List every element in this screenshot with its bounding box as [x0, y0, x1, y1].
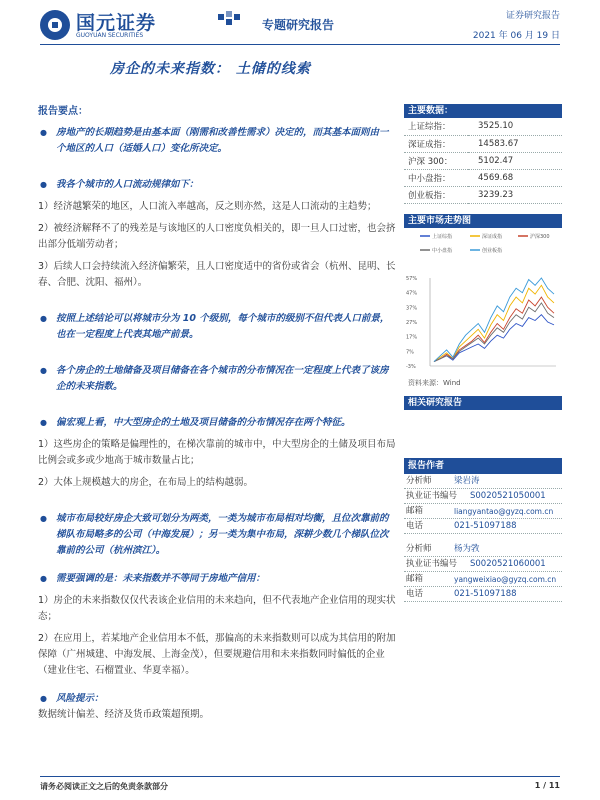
summary-paragraph: 数据统计偏差、经济及货币政策超预期。: [38, 709, 210, 720]
report-type: 专题研究报告: [262, 18, 335, 32]
market-trend-chart: [404, 228, 562, 376]
legend-label: 沪深300: [530, 233, 550, 240]
table-row: 上证综指： 3525.10: [404, 118, 562, 135]
analyst-row: 分析师 杨为敩: [404, 542, 562, 557]
analyst-block: [404, 458, 562, 602]
series-line: [434, 297, 554, 362]
analyst-row: 执业证书编号 S0020521060001: [404, 557, 562, 572]
summary-point: ● 房地产的长期趋势是由基本面（刚需和改善性需求）决定的，而其基本面则由一个地区的人口（适婚人口）变化所决定。: [38, 125, 396, 157]
report-date: 2021 年 06 月 19 日: [472, 31, 560, 41]
y-tick-label: 47%: [406, 290, 418, 297]
series-line: [434, 285, 554, 361]
report-title: 房企的未来指数： 土储的线索: [110, 61, 311, 77]
legend-label: 深证成指: [482, 233, 503, 240]
analyst-row: 执业证书编号 S0020521050001: [404, 489, 562, 504]
summary-heading: 报告要点：: [38, 106, 88, 117]
summary-paragraph: 3）后续人口会持续流入经济偏繁荣，且人口密度适中的省份或省会（杭州、昆明、长春、合肥、沈阳、福州）。: [38, 261, 396, 288]
report-summary: [38, 102, 396, 723]
summary-paragraph: 1）经济越繁荣的地区，人口流入率越高，反之则亦然，这是人口流动的主趋势；: [38, 201, 377, 212]
analyst-row: 邮箱 liangyantao@gyzq.com.cn: [404, 504, 562, 519]
summary-point: ● 风险提示：: [38, 691, 396, 707]
securities-report-label: 证券研究报告: [505, 11, 560, 21]
summary-paragraph: 1）房企的未来指数仅仅代表该企业信用的未来趋向，但不代表地产企业信用的现实状态；: [38, 595, 396, 622]
header-divider: [40, 44, 560, 45]
chart-source: 资料来源：Wind: [408, 378, 461, 387]
analyst-row: 电话 021-51097188: [404, 587, 562, 602]
analyst-email-link[interactable]: yangweixiao@gyzq.com.cn: [454, 574, 557, 584]
logo-squares-icon: [218, 14, 240, 30]
summary-paragraph: 2）大体上规模越大的房企，在布局上的结构越弱。: [38, 477, 254, 488]
related-reports-heading: 相关研究报告: [404, 396, 562, 410]
y-tick-label: 57%: [406, 275, 418, 282]
summary-paragraph: 1）这些房企的策略是偏理性的，在梯次靠前的城市中，中大型房企的土储及项目布局比例会或多或少地高于城市数量占比；: [38, 439, 396, 466]
summary-point: ● 偏宏观上看，中大型房企的土地及项目储备的分布情况存在两个特征。: [38, 415, 396, 431]
analyst-row: 邮箱 yangweixiao@gyzq.com.cn: [404, 572, 562, 587]
table-row: 中小盘指： 4569.68: [404, 169, 562, 186]
logo-name-en: GUOYUAN SECURITIES: [76, 32, 144, 39]
logo-mark-icon: [40, 10, 70, 40]
summary-paragraph: 2）被经济解释不了的残差是与该地区的人口密度负相关的，即一旦人口过密，也会挤出部分低端劳动者；: [38, 223, 396, 250]
footer-disclaimer: 请务必阅读正文之后的免责条款部分: [40, 782, 168, 791]
summary-point: ● 各个房企的土地储备及项目储备在各个城市的分布情况在一定程度上代表了该房企的未来指数。: [38, 363, 396, 395]
market-chart-heading: 主要市场走势图: [404, 214, 562, 228]
analyst-heading: 报告作者: [404, 458, 562, 474]
logo-name-cn: 国元证券: [76, 12, 157, 34]
summary-point: ● 按照上述结论可以将城市分为 10 个级别，每个城市的级别不但代表人口前景，也在一定程度上代表其地产前景。: [38, 311, 396, 343]
table-row: 创业板指： 3239.23: [404, 186, 562, 203]
summary-paragraph: 2）在应用上，若某地产企业信用本不低，那偏高的未来指数则可以成为其信用的附加保障（广州城建、中海发展、上海金茂），但要规避信用和未来指数同时偏低的企业（建业住宅、石榴置业、华夏幸福）。: [38, 633, 396, 676]
y-tick-label: 37%: [406, 304, 418, 311]
analyst-row: 电话 021-51097188: [404, 519, 562, 534]
analyst-row: 分析师 梁岩涛: [404, 474, 562, 489]
series-line: [434, 314, 554, 361]
y-tick-label: -3%: [406, 363, 416, 370]
page-number: 1 / 11: [534, 781, 560, 790]
y-tick-label: 7%: [406, 348, 414, 355]
legend-label: 中小盘指: [432, 247, 453, 254]
y-tick-label: 17%: [406, 334, 418, 341]
y-tick-label: 27%: [406, 319, 418, 326]
legend-label: 上证综指: [432, 233, 453, 240]
market-trend-svg: [404, 228, 562, 376]
market-data-table: [404, 118, 562, 204]
summary-point: ● 需要强调的是：未来指数并不等同于房地产信用：: [38, 571, 396, 587]
page-header: [0, 0, 600, 48]
legend-label: 创业板指: [482, 247, 503, 254]
sidebar: [404, 104, 562, 602]
company-logo: [40, 8, 190, 42]
analyst-name: 梁岩涛: [454, 475, 480, 486]
analyst-email-link[interactable]: liangyantao@gyzq.com.cn: [454, 506, 554, 516]
table-row: 沪深 300： 5102.47: [404, 152, 562, 169]
analyst-name: 杨为敩: [454, 543, 480, 554]
summary-point: ● 我各个城市的人口流动规律如下：: [38, 177, 396, 193]
summary-point: ● 城市布局较好房企大致可划分为两类，一类为城市布局相对均衡，且位次靠前的梯队布局略多的公司（中海发展）；另一类为集中布局，深耕少数几个梯队位次靠前的公司（杭州滨江）。: [38, 511, 396, 559]
market-data-heading: 主要数据：: [404, 104, 562, 118]
table-row: 深证成指： 14583.67: [404, 135, 562, 152]
footer-divider: [40, 776, 560, 777]
